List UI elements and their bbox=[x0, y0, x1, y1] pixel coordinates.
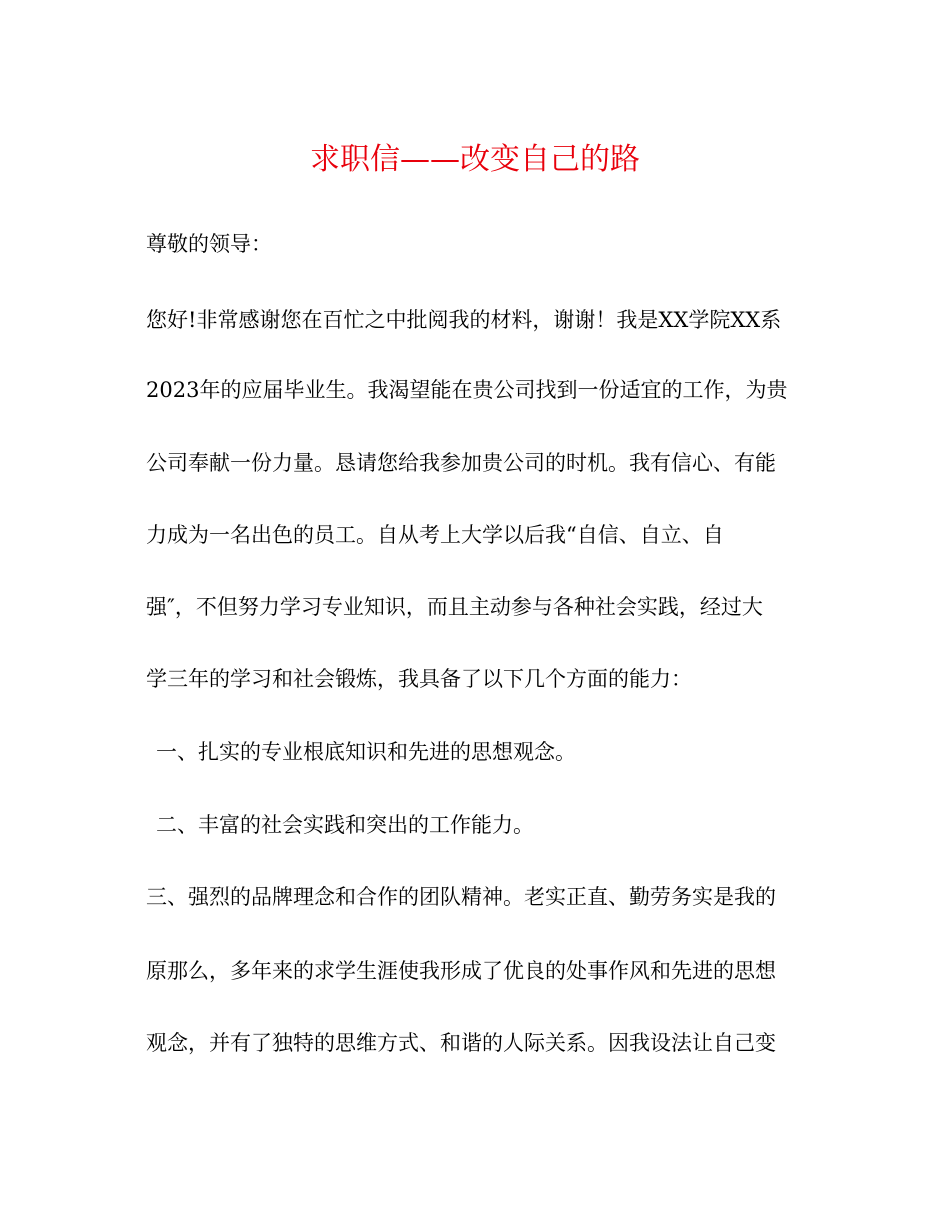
document-title: 求职信——改变自己的路 bbox=[310, 142, 640, 177]
body-line-6: 学三年的学习和社会锻炼，我具备了以下几个方面的能力： bbox=[146, 667, 692, 691]
body-line-2: 2023年的应届毕业生。我渴望能在贵公司找到一份适宜的工作，为贵 bbox=[146, 378, 788, 402]
ability-item-1: 一、扎实的专业根底知识和先进的思想观念。 bbox=[156, 740, 576, 764]
body-line-1: 您好!非常感谢您在百忙之中批阅我的材料，谢谢！我是XX学院XX系 bbox=[146, 308, 782, 332]
ability-item-3: 三、强烈的品牌理念和合作的团队精神。老实正直、勤劳务实是我的 bbox=[146, 885, 776, 909]
salutation: 尊敬的领导： bbox=[146, 232, 272, 256]
body-line-10: 原那么，多年来的求学生涯使我形成了优良的处事作风和先进的思想 bbox=[146, 959, 776, 983]
body-line-4: 力成为一名出色的员工。自从考上大学以后我“自信、自立、自 bbox=[146, 523, 724, 547]
ability-item-2: 二、丰富的社会实践和突出的工作能力。 bbox=[156, 813, 534, 837]
body-line-3: 公司奉献一份力量。恳请您给我参加贵公司的时机。我有信心、有能 bbox=[146, 451, 776, 475]
body-line-11: 观念，并有了独特的思维方式、和谐的人际关系。因我设法让自己变 bbox=[146, 1031, 776, 1055]
body-line-5: 强″，不但努力学习专业知识，而且主动参与各种社会实践，经过大 bbox=[146, 595, 763, 619]
